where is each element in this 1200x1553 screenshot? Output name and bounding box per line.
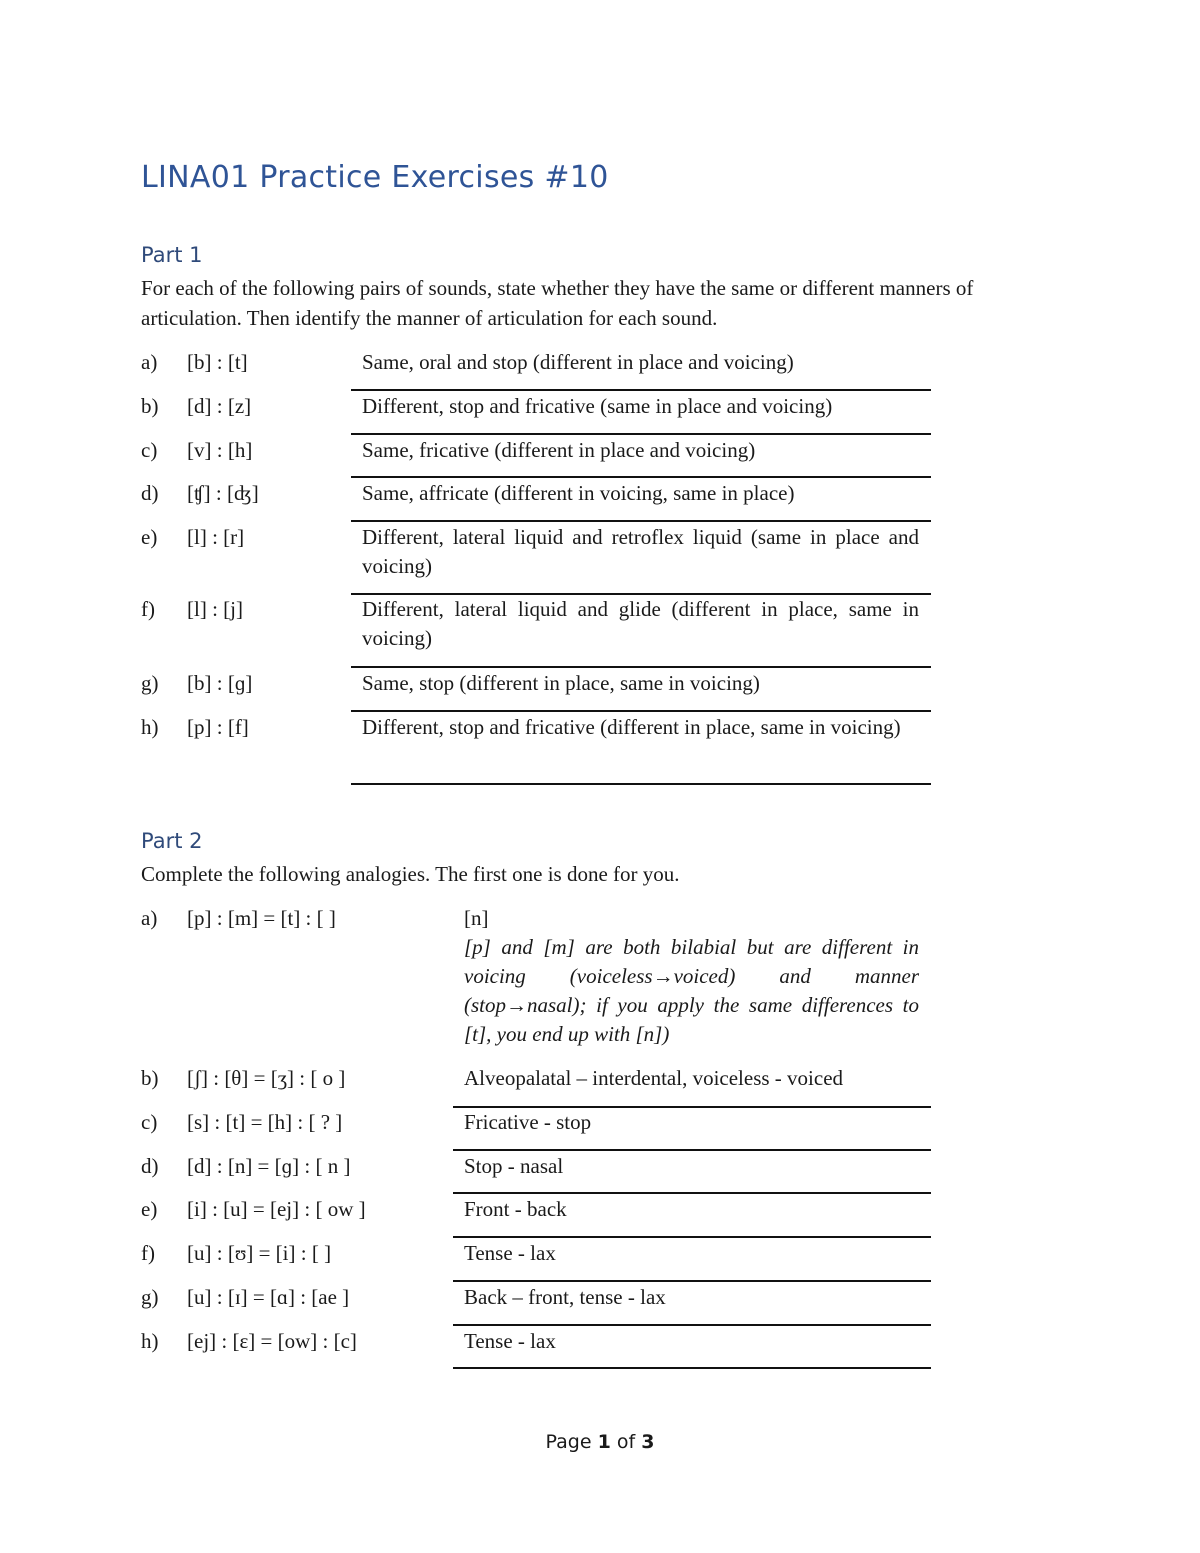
answer [464, 904, 919, 1049]
item-letter: d) [141, 1154, 159, 1178]
item-letter: d) [141, 481, 159, 505]
answer: Different, stop and fricative (different in place, same in voicing) [362, 715, 901, 739]
answer: Stop - nasal [464, 1154, 564, 1178]
answer: Same, stop (different in place, same in voicing) [362, 671, 760, 695]
item-letter: g) [141, 1285, 159, 1309]
item-letter: f) [141, 597, 155, 621]
answer-line [351, 710, 931, 712]
of-word: of [616, 1431, 636, 1453]
sound-pair: [p] : [f] [187, 715, 249, 739]
answer: Different, lateral liquid and glide (different in place, same in voicing) [362, 597, 919, 650]
page-title: LINA01 Practice Exercises #10 [141, 160, 609, 195]
analogy: [ʃ] : [θ] = [ʒ] : [ o ] [187, 1066, 346, 1090]
part2-heading: Part 2 [141, 829, 203, 853]
part2-instructions: Complete the following analogies. The first one is done for you. [141, 862, 680, 886]
answer-line [351, 433, 931, 435]
part1-instructions: For each of the following pairs of sounds, state whether they have the same or different manners of articulation. Then identify the manner of articulation for each sound. [141, 276, 974, 330]
item-letter: h) [141, 715, 159, 739]
sound-pair: [b] : [ɡ] [187, 671, 253, 695]
answer-line [351, 476, 931, 478]
answer-line [453, 1149, 931, 1151]
answer-line [351, 520, 931, 522]
item-letter: e) [141, 1197, 158, 1221]
answer-explanation: [p] and [m] are both bilabial but are different in voicing (voiceless→voiced) and manner (stop→nasal); if you apply the same differences to [t], you end up with [n]) [464, 935, 919, 1046]
answer-line [453, 1236, 931, 1238]
answer-line [351, 666, 931, 668]
item-letter: a) [141, 906, 158, 930]
analogy: [d] : [n] = [ɡ] : [ n ] [187, 1154, 351, 1178]
sound-pair: [l] : [r] [187, 525, 245, 549]
item-letter: f) [141, 1241, 155, 1265]
page-total: 3 [641, 1431, 655, 1453]
answer-line [453, 1192, 931, 1194]
page-number: 1 [597, 1431, 611, 1453]
answer: Alveopalatal – interdental, voiceless - voiced [464, 1066, 844, 1090]
item-letter: a) [141, 350, 158, 374]
item-letter: b) [141, 1066, 159, 1090]
sound-pair: [v] : [h] [187, 438, 253, 462]
analogy: [ej] : [ɛ] = [ow] : [c] [187, 1329, 357, 1353]
page-word: Page [545, 1431, 592, 1453]
item-letter: h) [141, 1329, 159, 1353]
sound-pair: [l] : [j] [187, 597, 243, 621]
answer: Tense - lax [464, 1241, 556, 1265]
answer: Different, stop and fricative (same in place and voicing) [362, 394, 833, 418]
answer: Same, fricative (different in place and voicing) [362, 438, 756, 462]
item-letter: c) [141, 438, 158, 462]
answer: Fricative - stop [464, 1110, 592, 1134]
item-letter: e) [141, 525, 158, 549]
answer: Tense - lax [464, 1329, 556, 1353]
answer-line [453, 1367, 931, 1369]
answer: Back – front, tense - lax [464, 1285, 666, 1309]
answer-line [351, 783, 931, 785]
sound-pair: [d] : [z] [187, 394, 252, 418]
answer-text: [n] [464, 906, 489, 930]
answer: Same, oral and stop (different in place and voicing) [362, 350, 794, 374]
analogy: [s] : [t] = [h] : [ ? ] [187, 1110, 343, 1134]
answer: Front - back [464, 1197, 567, 1221]
answer-line [453, 1324, 931, 1326]
item-letter: g) [141, 671, 159, 695]
page-footer [0, 1431, 1200, 1453]
analogy: [u] : [ʊ] = [i] : [ ] [187, 1241, 332, 1265]
sound-pair: [ʧ] : [ʤ] [187, 481, 259, 505]
sound-pair: [b] : [t] [187, 350, 248, 374]
analogy: [u] : [ɪ] = [ɑ] : [ae ] [187, 1285, 350, 1309]
answer: Same, affricate (different in voicing, same in place) [362, 481, 795, 505]
part1-heading: Part 1 [141, 243, 203, 267]
answer-line [351, 389, 931, 391]
analogy: [p] : [m] = [t] : [ ] [187, 906, 336, 930]
item-letter: b) [141, 394, 159, 418]
analogy: [i] : [u] = [ej] : [ ow ] [187, 1197, 366, 1221]
answer-line [453, 1280, 931, 1282]
answer: Different, lateral liquid and retroflex liquid (same in place and voicing) [362, 525, 919, 578]
item-letter: c) [141, 1110, 158, 1134]
